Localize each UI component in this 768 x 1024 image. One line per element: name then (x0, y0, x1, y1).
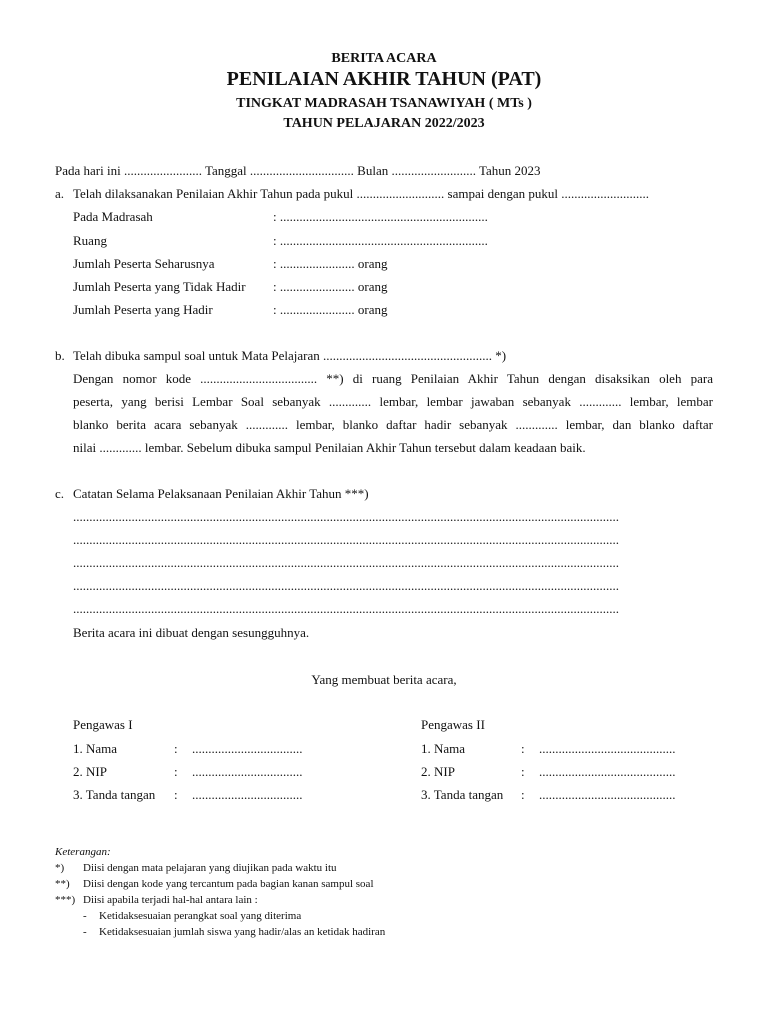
section-a-marker: a. (55, 186, 65, 201)
field-label-peserta-seharusnya: Jumlah Peserta Seharusnya (73, 256, 215, 271)
sub-note-text: Ketidaksesuaian jumlah siswa yang hadir/alas an ketidak hadiran (99, 926, 386, 938)
pengawas1-ttd-colon: : (174, 787, 178, 802)
notes-heading: Keterangan: (55, 846, 111, 858)
section-c-marker: c. (55, 486, 65, 501)
section-b-line5: nilai ............. lembar. Sebelum dibuka sampul Penilaian Akhir Tahun tersebut dalam keadaan baik. (73, 440, 586, 455)
intro-line: Pada hari ini ........................ Tanggal ................................ Bulan .......................... Tahun 2023 (55, 163, 541, 178)
pengawas1-title: Pengawas I (73, 717, 133, 732)
section-b-line2: Dengan nomor kode .................................... **) di ruang Penilaian Akhir Tahun dengan disaksikan oleh para (73, 371, 713, 386)
note-text: Diisi apabila terjadi hal-hal antara lain : (83, 894, 258, 906)
notes-dotted-line: ........................................................................................................................................................................ (73, 509, 619, 524)
field-value-peserta-hadir: : ....................... orang (273, 302, 388, 317)
pengawas1-ttd-label: 3. Tanda tangan (73, 787, 156, 802)
pengawas2-nama-label: 1. Nama (421, 741, 466, 756)
pengawas1-nip-colon: : (174, 764, 178, 779)
note-mark: *) (55, 862, 65, 874)
pengawas1-ttd-value: .................................. (192, 787, 303, 802)
field-value-peserta-tidak-hadir: : ....................... orang (273, 279, 388, 294)
sub-note-bullet: - (83, 926, 87, 938)
field-label-ruang: Ruang (73, 233, 107, 248)
signature-heading: Yang membuat berita acara, (311, 672, 457, 687)
section-b-marker: b. (55, 348, 65, 363)
doc-title-main: PENILAIAN AKHIR TAHUN (PAT) (226, 68, 542, 90)
closing-statement: Berita acara ini dibuat dengan sesungguhnya. (73, 625, 310, 640)
pengawas1-nama-label: 1. Nama (73, 741, 118, 756)
doc-title-year: TAHUN PELAJARAN 2022/2023 (283, 116, 485, 131)
field-label-madrasah: Pada Madrasah (73, 209, 153, 224)
pengawas1-nip-value: .................................. (192, 764, 303, 779)
note-mark: **) (55, 878, 70, 890)
pengawas2-title: Pengawas II (421, 717, 485, 732)
pengawas1-nama-colon: : (174, 741, 178, 756)
field-label-peserta-tidak-hadir: Jumlah Peserta yang Tidak Hadir (73, 279, 246, 294)
pengawas2-nip-value: .......................................... (539, 764, 676, 779)
note-text: Diisi dengan kode yang tercantum pada bagian kanan sampul soal (83, 878, 374, 890)
note-text: Diisi dengan mata pelajaran yang diujikan pada waktu itu (83, 862, 337, 874)
doc-title-level: TINGKAT MADRASAH TSANAWIYAH ( MTs ) (236, 96, 532, 111)
pengawas2-ttd-label: 3. Tanda tangan (421, 787, 504, 802)
pengawas2-nama-colon: : (521, 741, 525, 756)
pengawas1-nip-label: 2. NIP (73, 764, 107, 779)
pengawas2-ttd-value: .......................................... (539, 787, 676, 802)
sub-note-bullet: - (83, 910, 87, 922)
field-value-ruang: : ................................................................ (273, 233, 488, 248)
section-b-line1: Telah dibuka sampul soal untuk Mata Pelajaran .................................................... *) (73, 348, 507, 363)
pengawas2-nama-value: .......................................... (539, 741, 676, 756)
notes-dotted-line: ........................................................................................................................................................................ (73, 532, 619, 547)
pengawas2-ttd-colon: : (521, 787, 525, 802)
notes-dotted-line: ........................................................................................................................................................................ (73, 578, 619, 593)
notes-dotted-line: ........................................................................................................................................................................ (73, 601, 619, 616)
sub-note-text: Ketidaksesuaian perangkat soal yang diterima (99, 910, 302, 922)
field-label-peserta-hadir: Jumlah Peserta yang Hadir (73, 302, 213, 317)
section-c-text: Catatan Selama Pelaksanaan Penilaian Akhir Tahun ***) (73, 486, 369, 501)
notes-dotted-line: ........................................................................................................................................................................ (73, 555, 619, 570)
doc-title-line1: BERITA ACARA (331, 51, 437, 66)
note-mark: ***) (55, 894, 76, 906)
section-a-text: Telah dilaksanakan Penilaian Akhir Tahun pada pukul ........................... sampai dengan pukul ........................... (73, 186, 649, 201)
section-b-line3: peserta, yang berisi Lembar Soal sebanyak ............. lembar, lembar jawaban sebanyak ............. lembar, lembar (73, 394, 713, 409)
pengawas2-nip-label: 2. NIP (421, 764, 455, 779)
field-value-madrasah: : ................................................................ (273, 209, 488, 224)
pengawas2-nip-colon: : (521, 764, 525, 779)
section-b-line4: blanko berita acara sebanyak ............. lembar, blanko daftar hadir sebanyak ............. lembar, dan blanko daftar (73, 417, 713, 432)
field-value-peserta-seharusnya: : ....................... orang (273, 256, 388, 271)
pengawas1-nama-value: .................................. (192, 741, 303, 756)
